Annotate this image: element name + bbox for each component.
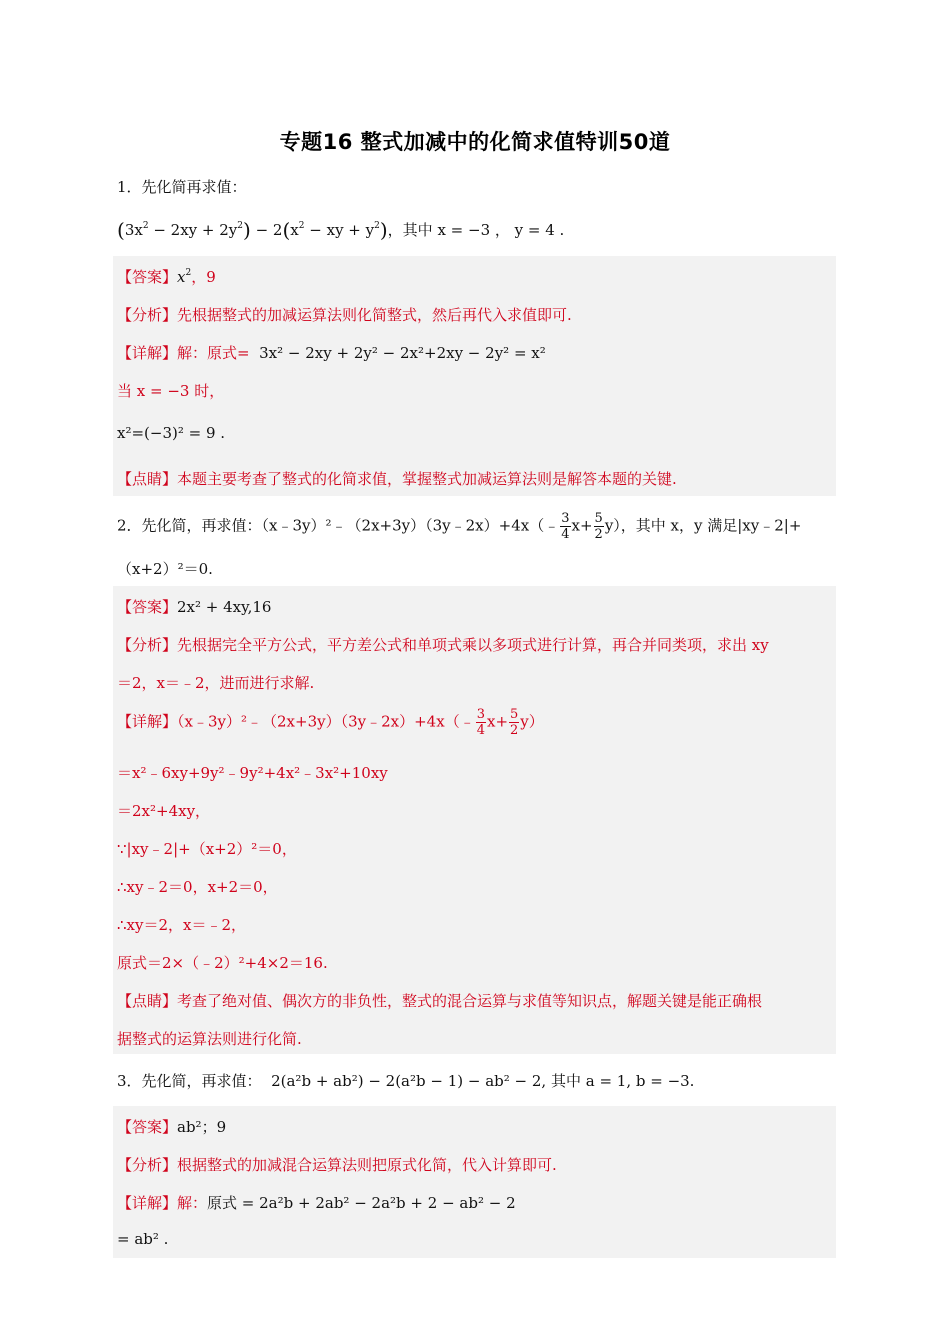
q2-step2: ＝2x²+4xy， — [117, 802, 211, 820]
q1-analysis: 【分析】先根据整式的加减运算法则化简整式，然后再代入求值即可. — [117, 306, 572, 324]
q2-comment-l1: 【点睛】考查了绝对值、偶次方的非负性，整式的混合运算与求值等知识点，解题关键是能正确根 — [117, 992, 763, 1010]
q2-frac-5-2: $\frac{5}{2}$ — [594, 511, 603, 542]
q1-solution-box — [113, 256, 836, 496]
q2-stem: 2．先化简，再求值：（x﹣3y）²﹣（2x+3y）（3y﹣2x）+4x（﹣ $\frac{3}{4}$ x+ $\frac{5}{2}$ y），其中 x，y 满足|xy﹣2|+ — [117, 511, 802, 542]
q2-step5: ∴xy＝2，x＝﹣2， — [117, 916, 247, 934]
q2-stem-line2: （x+2）²＝0. — [117, 560, 213, 578]
q3-step1: = ab² . — [117, 1230, 169, 1248]
q2-step4: ∴xy﹣2＝0，x+2＝0， — [117, 878, 278, 896]
q2-solution-box — [113, 586, 836, 1054]
q1-calc: x²=(−3)² = 9 . — [117, 424, 226, 442]
q1-when: 当 x = −3 时， — [117, 382, 225, 400]
q1-stem: 1．先化简再求值： — [117, 178, 247, 196]
q2-frac-3-4: $\frac{3}{4}$ — [561, 511, 570, 542]
q1-answer: 【答案】$x^2$，9 — [117, 268, 216, 286]
q2-step6: 原式＝2×（﹣2）²+4×2＝16. — [117, 954, 328, 972]
q3-analysis: 【分析】根据整式的加减混合运算法则把原式化简，代入计算即可. — [117, 1156, 557, 1174]
q3-answer: 【答案】ab²；9 — [117, 1118, 227, 1136]
q1-detail: 【详解】解：原式= 3x² − 2xy + 2y² − 2x²+2xy − 2y² = x² — [117, 344, 546, 362]
q1-comment: 【点睛】本题主要考查了整式的化简求值，掌握整式加减运算法则是解答本题的关键. — [117, 470, 677, 488]
q2-analysis-l1: 【分析】先根据完全平方公式，平方差公式和单项式乘以多项式进行计算，再合并同类项，求出 xy — [117, 636, 769, 654]
q3-detail: 【详解】解：原式 = 2a²b + 2ab² − 2a²b + 2 − ab² − 2 — [117, 1194, 516, 1212]
q2-analysis-l2: ＝2，x＝﹣2，进而进行求解. — [117, 674, 315, 692]
page-title: 专题16 整式加减中的化简求值特训50道 — [279, 130, 671, 154]
q2-comment-l2: 据整式的运算法则进行化简. — [117, 1030, 302, 1048]
q3-stem: 3．先化简，再求值： 2(a²b + ab²) − 2(a²b − 1) − ab² − 2, 其中 a = 1, b = −3. — [117, 1072, 695, 1090]
q1-expression: $(3x^2 - 2xy + 2y^2) - 2(x^2$ − xy + $y^2$)，其中 x = −3 ， y = 4 . — [117, 218, 565, 242]
q2-answer: 【答案】2x² + 4xy,16 — [117, 598, 272, 616]
q2-step3: ∵|xy﹣2|+（x+2）²＝0， — [117, 840, 297, 858]
q2-detail: 【详解】（x﹣3y）²﹣（2x+3y）（3y﹣2x）+4x（﹣ $\frac{3}{4}$ x+ $\frac{5}{2}$ y） — [117, 707, 544, 738]
q2-step1: ＝x²﹣6xy+9y²﹣9y²+4x²﹣3x²+10xy — [117, 764, 388, 782]
